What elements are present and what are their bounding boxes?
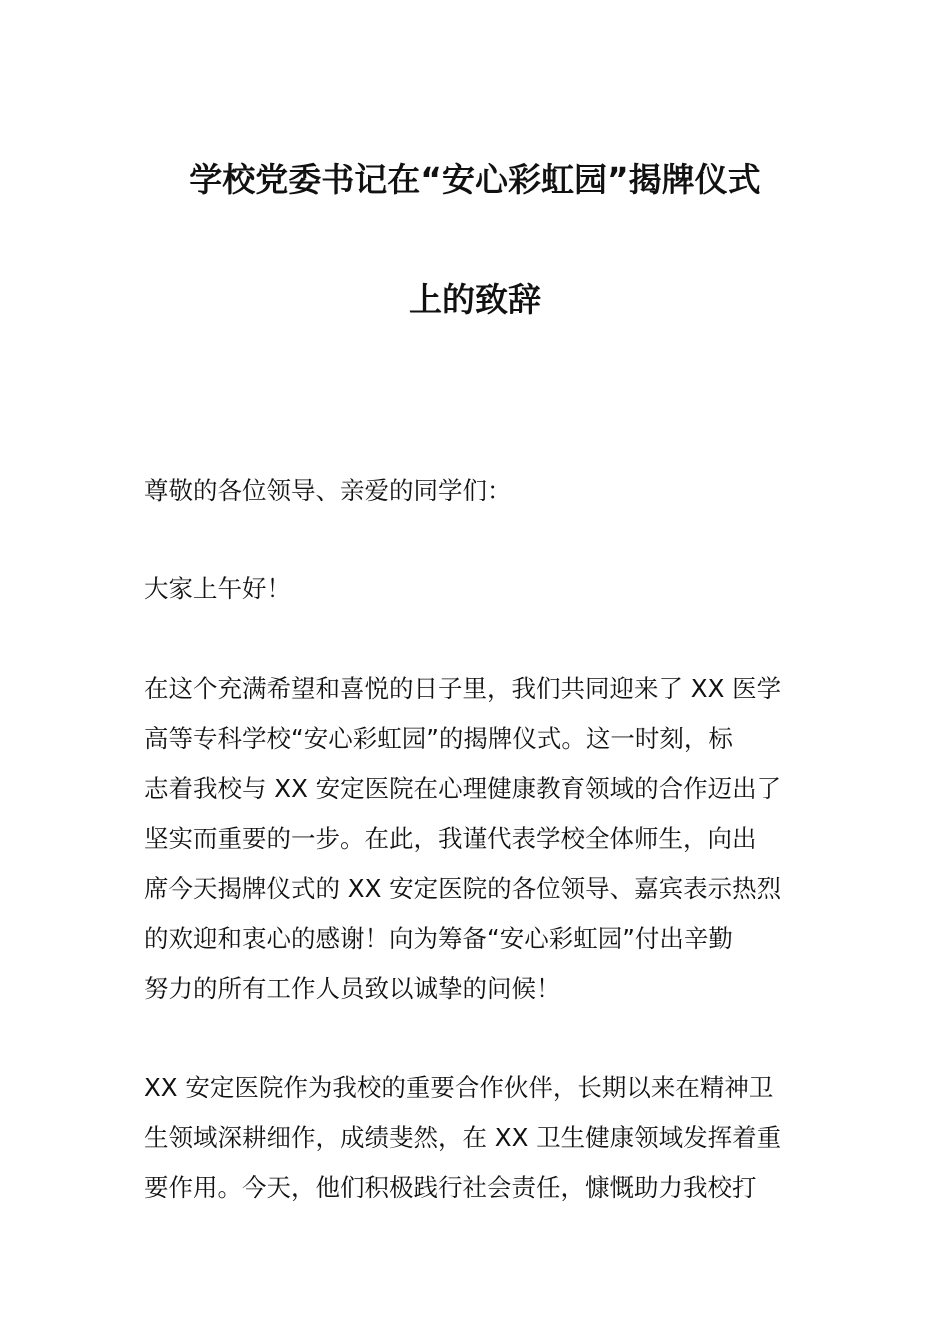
paragraph-1-line: 努力的所有工作人员致以诚挚的问候！ — [144, 974, 561, 1003]
document-title-line-1: 学校党委书记在“安心彩虹园”揭牌仪式 — [189, 160, 761, 199]
paragraph-2-line: XX 安定医院作为我校的重要合作伙伴，长期以来在精神卫 — [144, 1073, 774, 1102]
paragraph-1-line: 坚实而重要的一步。在此，我谨代表学校全体师生，向出 — [144, 824, 757, 853]
paragraph-2-line: 要作用。今天，他们积极践行社会责任，慷慨助力我校打 — [144, 1173, 757, 1202]
paragraph-1-line: 在这个充满希望和喜悦的日子里，我们共同迎来了 XX 医学 — [144, 674, 782, 703]
paragraph-2 — [144, 1063, 808, 1213]
salutation — [144, 466, 808, 516]
paragraph-1-line: 的欢迎和衷心的感谢！向为筹备“安心彩虹园”付出辛勤 — [144, 924, 733, 953]
document-title-line-2: 上的致辞 — [409, 280, 541, 319]
paragraph-1-line: 席今天揭牌仪式的 XX 安定医院的各位领导、嘉宾表示热烈 — [144, 874, 782, 903]
greeting-text: 大家上午好！ — [144, 574, 291, 603]
salutation-text: 尊敬的各位领导、亲爱的同学们： — [144, 476, 512, 505]
paragraph-1 — [144, 664, 808, 1014]
paragraph-1-line: 高等专科学校“安心彩虹园”的揭牌仪式。这一时刻，标 — [144, 724, 733, 753]
greeting — [144, 564, 808, 614]
paragraph-2-line: 生领域深耕细作，成绩斐然，在 XX 卫生健康领域发挥着重 — [144, 1123, 782, 1152]
paragraph-1-line: 志着我校与 XX 安定医院在心理健康教育领域的合作迈出了 — [144, 774, 782, 803]
